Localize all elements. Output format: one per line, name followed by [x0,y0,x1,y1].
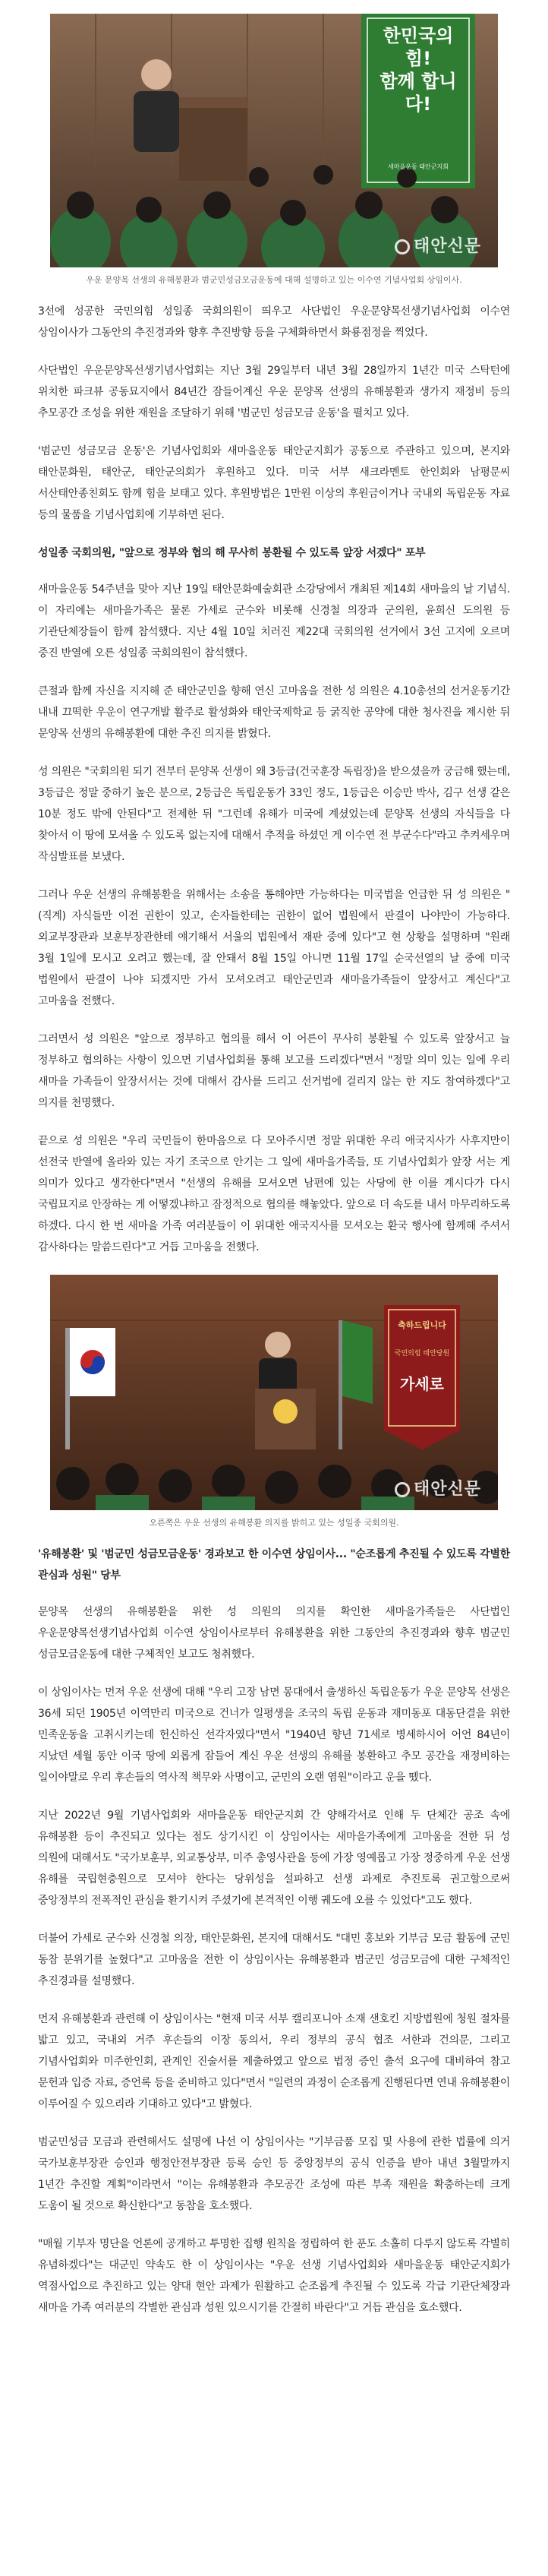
paragraph: 먼저 유해봉환과 관련해 이 상임이사는 "현재 미국 서부 캘리포니아 소재 샌호킨 지방법원에 청원 절차를 밟고 있고, 국내외 거주 후손들의 이장 동의서, 우리 정부의 공식 협조 서한과 건의문, 그리고 기념사업회와 미주한인회, 관계인 진술서를 제출하였고 앞으로 법정 증인 출석 요구에 대비하여 참고 문헌과 입증 자료, 증언록 등을 준비하고 있다"면서 "일련의 과정이 순조롭게 진행된다면 연내 유해봉환이 이루어질 수 있으리라 기대하고 있다"고 밝혔다. [38,2013,510,2110]
photo-watermark [395,233,481,257]
paragraph: 끝으로 성 의원은 "우리 국민들이 한마음으로 다 모아주시면 정말 위대한 우리 애국지사가 사후지만이 선전국 반열에 올라와 있는 자기 조국으로 안기는 그 일에 새마을가족들, 또 기념사업회가 앞장 서는 게 의미가 있다고 생각한다"면서 "선생의 유해를 모셔오면 남편에 있는 사당에 한 이를 계시다가 다시 국립묘지로 안장하는 게 어떻겠냐하고 잠정적으로 협의를 해놓았다. 앞으로 더 속도를 내서 마무리하도록 하겠다. 다시 한 번 새마을 가족 여러분들이 이 위대한 애국지사를 모셔오는 환국 행사에 함께해 주셔서 감사하다는 말씀드린다"고 거듭 고마움을 전했다. [38,1135,510,1253]
paragraph: 범군민성금 모금과 관련해서도 설명에 나선 이 상임이사는 "기부금품 모집 및 사용에 관한 법률에 의거 국가보훈부장관 승인과 행정안전부장관 등록 승인 등 중앙정부의 공식 인증을 받아 내년 3월말까지 1년간 추진할 계획"이라면서 "이는 유해봉환과 추모공간 조성에 따른 부족 재원을 확충하는데 크게 도움이 될 것으로 확신한다"고 동참을 호소했다. [38,2136,510,2212]
banner-line-2: 함께 합니다! [380,71,457,115]
paragraph: 사단법인 우운문양목선생기념사업회는 지난 3월 29일부터 내년 3월 28일까지 1년간 미국 스탁턴에 위치한 파크뷰 공동묘지에서 84년간 잠들어계신 우운 문양목 선생의 유해봉환과 생가지 재정비 등의 추모공간 조성을 위한 재원을 조달하기 위해 '범군민 성금모금 운동'을 펼치고 있다. [38,365,510,419]
paragraph: 문양목 선생의 유해봉환을 위한 성 의원의 의지를 확인한 새마을가족들은 사단법인 우운문양목선생기념사업회 이수연 상임이사로부터 유해봉환을 위한 그동안의 추진경과와 향후 범군민 성금모금운동에 대한 구체적인 보고도 청취했다. [38,1606,510,1661]
newspaper-logo-icon [395,1482,410,1497]
banner-slogan [376,24,460,115]
paragraph: 그러나 우운 선생의 유해봉환을 위해서는 소송을 통해야만 가능하다는 미국법을 언급한 뒤 성 의원은 "(직계) 자식들만 이전 권한이 있고, 손자들한테는 권한이 없어 법원에서 판결이 나야만이 가능하다. 외교부장관과 보훈부장관한테 얘기해서 서울의 법원에서 재판 중에 있다"고 현 상황을 설명하며 "원래 3월 1일에 모시고 오려고 했는데, 잘 안돼서 8월 15일 아니면 11월 17일 순국선열의 날 중에 미국 법원에서 판결이 나야 되겠지만 가서 모셔오려고 태안군민과 새마을가족들이 앞장서고 계신다"고 고마움을 전했다. [38,889,510,1007]
paragraph: 3선에 성공한 국민의힘 성일종 국회의원이 띄우고 사단법인 우운문양목선생기념사업회 이수연 상임이사가 그동안의 추진경과와 향후 추진방향 등을 구체화하면서 화룡점정을 찍었다. [38,305,510,339]
watermark-text: 태안신문 [413,1480,481,1499]
banner-org: 국민의힘 태안당원 [394,1350,450,1358]
paragraph: 더불어 가세로 군수와 신경철 의장, 태안문화원, 본지에 대해서도 "대민 홍보와 기부금 모금 활동에 군민 동참 분위기를 높혔다"고 고마움을 전한 이 상임이사는 유해봉환과 범군민 성금모금에 대한 구체적인 추진경과를 설명했다. [38,1933,510,1987]
article-photo-2 [50,1275,498,1510]
banner-subtitle: 새마을운동 태안군지회 [388,163,449,170]
photo-watermark [395,1476,481,1500]
banner-line-1: 한민국의 힘! [383,25,454,69]
paragraph: 이 상임이사는 먼저 우운 선생에 대해 "우리 고장 남면 몽대에서 출생하신 독립운동가 우운 문양목 선생은 36세 되던 1905년 이역만리 미국으로 건너가 일평생을 조국의 독립 운동과 재미동포 대동단결을 위한 민족운동을 고취시키는데 헌신하신 선각자였다"면서 "1940년 향년 71세로 병세하시어 어언 84년이 지났던 세월 동안 이국 땅에 외롭게 잠들어 계신 우운 선생의 유해를 봉환하고 추모 공간을 재정비하는 일이야말로 우리 후손들의 역사적 책무와 사명이고, 군민의 오랜 염원"이라고 운을 뗐다. [38,1686,510,1784]
paragraph: 그러면서 성 의원은 "앞으로 정부하고 협의를 해서 이 어른이 무사히 봉환될 수 있도록 앞장서고 늘 정부하고 협의하는 사항이 있으면 기념사업회를 통해 보고를 드리겠다"면서 "정말 의미 있는 일에 우리 새마을 가족들이 앞장서서는 것에 대해서 감사를 드리고 선거법에 걸리지 않는 한 지도 참여하겠다"고 의지를 천명했다. [38,1033,510,1109]
banner-title: 축하드립니다 [398,1320,446,1330]
paragraph: "매월 기부자 명단을 언론에 공개하고 투명한 집행 원칙을 정립하여 한 푼도 소홀히 다루지 않도록 각별히 유념하겠다"는 대군민 약속도 한 이 상임이사는 "우운 선생 기념사업회와 새마을운동 태안군지회가 역점사업으로 추진하고 있는 양대 현안 과제가 원활하고 순조롭게 추진될 수 있도록 각급 기관단체장과 새마을 가족 여러분의 각별한 관심과 성원 있으시기를 간절히 바란다"고 거듭 관심을 호소했다. [38,2238,510,2314]
paragraph: 새마을운동 54주년을 맞아 지난 19일 태안문화예술회관 소강당에서 개최된 제14회 새마을의 날 기념식. 이 자리에는 새마을가족은 물론 가세로 군수와 비롯해 신경철 의장과 군의원, 윤희신 도의원 등 기관단체장들이 함께 참석했다. 지난 4월 10일 치러진 제22대 국회의원 선거에서 3선 고지에 오르며 중진 반열에 오른 성일종 국회의원이 참석했다. [38,583,510,659]
article-photo-1 [50,14,498,267]
banner-name: 가세로 [400,1375,444,1393]
photo-2-caption: 오른쪽은 우운 선생의 유해봉환 의지를 밝히고 있는 성일종 국회의원. [149,1518,399,1528]
paragraph: 큰절과 함께 자신을 지지해 준 태안군민을 향해 연신 고마움을 전한 성 의원은 4.10총선의 선거운동기간 내내 끄떡한 우운이 연구개발 활주로 활성화와 태안국제학교 등 굵직한 공약에 대한 청사진을 제시한 뒤 문양목 선생의 유해봉환에 대한 추진 의지를 밝혔다. [38,685,510,740]
article [0,14,548,2318]
watermark-text: 태안신문 [413,237,481,256]
section-subhead: '유해봉환' 및 '범군민 성금모금운동' 경과보고 한 이수연 상임이사... "순조롭게 추진될 수 있도록 각별한 관심과 성원" 당부 [38,1548,510,1582]
paragraph: 지난 2022년 9월 기념사업회와 새마을운동 태안군지회 간 양해각서로 인해 두 단체간 공조 속에 유해봉환 등이 추진되고 있다는 점도 상기시킨 이 상임이사는 새마을가족에게 고마움을 전한 뒤 성 의원에 대해서도 "국가보훈부, 외교통상부, 미주 총영사관을 등에 가장 영예롭고 가장 정중하게 우운 선생 유해를 국립현충원으로 모셔야 한다는 당위성을 설파하고 선생 과제로 추진토록 권고할으로써 중앙정부의 전폭적인 관심을 환기시켜 주셨기에 본격적인 이행 궤도에 오를 수 있었다"고도 했다. [38,1810,510,1907]
paragraph: 성 의원은 "국회의원 되기 전부터 문양목 선생이 왜 3등급(건국훈장 독립장)을 받으셨을까 궁금해 했는데, 3등급은 정말 중하기 높은 분으로, 2등급은 독립운동가 33인 정도, 1등급은 이승만 박사, 김구 선생 같은 10분 정도 밖에 안된다"고 전제한 뒤 "그런데 유해가 미국에 계셨었는데 문양목 선생의 자식들을 다 찾아서 이 땅에 모셔올 수 있도록 없는지에 대해서 추적을 하셨던 게 이수연 전 부군수다"라고 추켜세우며 작심발표를 보냈다. [38,766,510,863]
paragraph: '범군민 성금모금 운동'은 기념사업회와 새마을운동 태안군지회가 공동으로 주관하고 있으며, 본지와 태안문화원, 태안군, 태안군의회가 후원하고 있다. 미국 서부 새크라멘토 한인회와 남평문씨 서산태안종친회도 함께 힘을 보태고 있다. 후원방법은 1만원 이상의 후원금이거나 국내외 독립운동 자료 등의 물품을 기념사업회에 기부하면 된다. [38,445,510,521]
photo-1-caption: 우운 문양목 선생의 유해봉환과 범군민성금모금운동에 대해 설명하고 있는 이수연 기념사업회 상임이사. [86,275,462,285]
section-subhead: 성일종 국회의원, "앞으로 정부와 협의 해 무사히 봉환될 수 있도록 앞장 서겠다" 포부 [38,547,426,559]
newspaper-logo-icon [395,239,410,254]
